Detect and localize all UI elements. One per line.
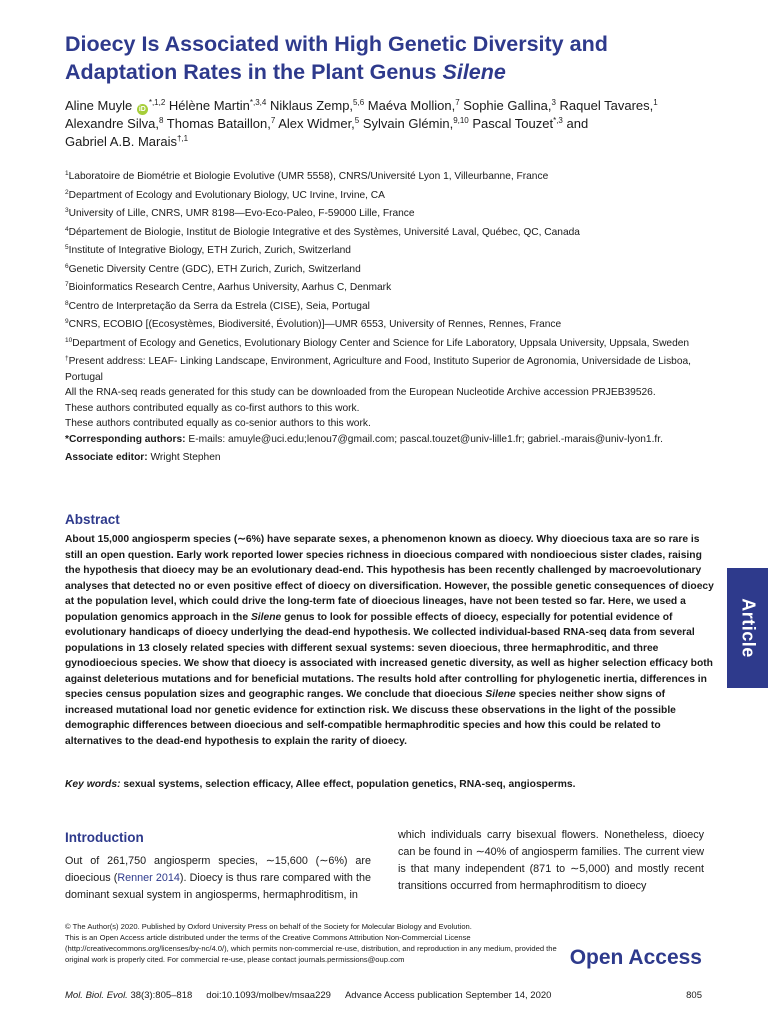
author-name[interactable]: Gabriel A.B. Marais	[65, 133, 177, 149]
present-address: †Present address: LEAF- Linking Landscape, Environment, Agriculture and Food, Instituto Superior de Agronomia, Universidade de Lisboa, Portugal	[65, 355, 691, 383]
affiliation: $^7$Bioinformatics Research Centre, Aarhus University, Aarhus C, Denmark	[65, 281, 392, 293]
author-sup: *,3	[553, 116, 563, 125]
corresponding-authors: *Corresponding authors: E-mails: amuyle@uci.edu;lenou7@gmail.com; pascal.touzet@univ-lille1.fr; gabriel.-marais@univ-lyon1.fr.	[65, 433, 663, 445]
affiliations	[65, 169, 715, 466]
co-senior-note: These authors contributed equally as co-senior authors to this work.	[65, 418, 371, 429]
page-footer	[65, 988, 702, 1004]
orcid-icon[interactable]: iD	[138, 106, 146, 113]
affiliation: $^2$Department of Ecology and Evolutionary Biology, UC Irvine, Irvine, CA	[65, 188, 385, 201]
author-name[interactable]: Alexandre Silva,	[65, 116, 159, 131]
data-availability-note: All the RNA-seq reads generated for this study can be downloaded from the European Nucleotide Archive accession PRJEB39526.	[65, 387, 656, 398]
affiliation: $^6$Genetic Diversity Centre (GDC), ETH Zurich, Zurich, Switzerland	[65, 262, 361, 275]
affiliation: $^5$Institute of Integrative Biology, ETH Zurich, Zurich, Switzerland	[65, 244, 351, 256]
author-name[interactable]: Alex Widmer,	[278, 116, 355, 131]
keywords: Key words: sexual systems, selection efficacy, Allee effect, population genetics, RNA-seq, angiosperms.	[65, 779, 576, 790]
author-name[interactable]: Sophie Gallina,	[463, 98, 552, 113]
author-sup: 9,10	[453, 116, 469, 125]
article-title	[65, 30, 665, 86]
introduction-heading: Introduction	[65, 830, 144, 845]
author-name[interactable]: Hélène Martin	[168, 98, 250, 113]
author-name[interactable]: Pascal Touzet	[472, 116, 554, 131]
doi-link[interactable]: doi:10.1093/molbev/msaa229	[206, 990, 331, 1001]
author-sup: 7	[270, 116, 276, 125]
author-list: Aline Muyle $iD^{*,1,2}$ Hélène Martin$^{*,3,4}$ Niklaus Zemp,$^{5,6}$ Maéva Mollion,$^7$ Sophie Gallina,$^3$ Raquel Tavares,$^1$ Alexandre Silva,$^8$ Thomas Bataillon,$^7$ Alex Widmer,$^5$ Sylvain Glémin,$^{9,10}$ Pascal Touzet$^{*,3}$ and Gabriel A.B. Marais$^{\dagger,1}$	[65, 98, 658, 149]
co-first-note: These authors contributed equally as co-first authors to this work.	[65, 402, 360, 414]
author-sup: †,1	[177, 133, 189, 143]
author-sup: 1	[653, 98, 658, 107]
author-sup: *,3,4	[249, 98, 267, 107]
associate-editor: Associate editor: Wright Stephen	[65, 452, 221, 463]
title-genus: Silene	[442, 60, 506, 84]
title-main: Dioecy Is Associated with High Genetic Diversity and Adaptation Rates in the Plant Genus	[65, 32, 608, 84]
author-sup: 5,6	[353, 98, 365, 107]
author-name[interactable]: Thomas Bataillon,	[166, 116, 271, 131]
page-number: 805	[686, 990, 702, 1001]
introduction-column-left: Out of 261,750 angiosperm species, ∼15,600 (∼6%) are dioecious (Renner 2014). Dioecy is thus rare compared with the dominant sexual system in angiosperms, hermaphroditism, in	[65, 855, 371, 901]
affiliation: $^4$Département de Biologie, Institut de Biologie Integrative et des Systèmes, Université Laval, Québec, QC, Canada	[65, 225, 580, 238]
affiliation: $^8$Centro de Interpretação da Serra da Estrela (CISE), Seia, Portugal	[65, 299, 370, 312]
article-type-tab: Article	[727, 568, 768, 688]
author-sup: 5	[354, 116, 360, 125]
author-name[interactable]: Raquel Tavares,	[559, 98, 654, 113]
affiliation: $^1$Laboratoire de Biométrie et Biologie Evolutive (UMR 5558), CNRS/Université Lyon 1, Villeurbanne, France	[65, 170, 549, 182]
license-notice: © The Author(s) 2020. Published by Oxford University Press on behalf of the Society for Molecular Biology and Evolution. This is an Open Access article distributed under the terms of the Creative Commons Attribution Non-Commercial License (http://creativecommons.org/licenses/by-nc/4.0/), which permits non-commercial re-use, distribution, and reproduction in any medium, provided the original work is properly cited. For commercial re-use, please contact journals.permissions@oup.com	[65, 922, 557, 964]
citation-link[interactable]: Renner 2014	[117, 872, 180, 884]
author-name[interactable]: Niklaus Zemp,	[269, 98, 354, 113]
author-sup: 7	[455, 98, 460, 107]
footer-citation: Mol. Biol. Evol. 38(3):805–818 doi:10.1093/molbev/msaa229 Advance Access publication September 14, 2020	[65, 990, 552, 1001]
abstract-heading: Abstract	[65, 512, 120, 527]
author-name[interactable]: Sylvain Glémin,	[362, 116, 454, 131]
author-sup: 8	[158, 116, 164, 125]
author-sup: 3	[551, 98, 556, 107]
affiliation: $^3$University of Lille, CNRS, UMR 8198—Evo-Eco-Paleo, F-59000 Lille, France	[65, 207, 415, 219]
author-sup: *,1,2	[148, 98, 166, 107]
author-name[interactable]: Maéva Mollion,	[367, 98, 456, 113]
introduction-column-right: which individuals carry bisexual flowers. Nonetheless, dioecy can be found in ∼40% of angiosperm families. The current view is that many independent (871 to ∼5,000) and mostly recent transitions occurred from hermaphroditism to dioecy	[398, 829, 704, 892]
affiliation: $^{10}$Department of Ecology and Genetics, Evolutionary Biology Center and Science for Life Laboratory, Uppsala University, Uppsala, Sweden	[65, 336, 690, 349]
affiliation: $^9$CNRS, ECOBIO [(Ecosystèmes, Biodiversité, Évolution)]—UMR 6553, University of Rennes, Rennes, France	[65, 318, 562, 330]
open-access-label: Open Access	[569, 946, 702, 969]
author-name[interactable]: Aline Muyle	[65, 98, 133, 113]
abstract-text: About 15,000 angiosperm species (∼6%) have separate sexes, a phenomenon known as dioecy. Why dioecious taxa are so rare is still an open question. Early work reported lower species richness in dioecious compared with nondioecious sister clades, raising the hypothesis that dioecy may be an evolutionary dead-end. This hypothesis has been recently challenged by macroevolutionary analyses that detected no or even positive effect of dioecy on diversification. However, the possible genetic consequences of dioecy at the population level, which could drive the long-term fate of dioecious lineages, have not been tested so far. Here, we used a population genomics approach in the Silene genus to look for possible effects of dioecy, especially for potential evidence of evolutionary handicaps of dioecy underlying the dead-end hypothesis. We collected individual-based RNA-seq data from several populations in 13 closely related species with different sexual systems: seven dioecious, three hermaphroditic, and three gynodioecious species. We show that dioecy is associated with increased genetic diversity, as well as higher selection efficacy both against deleterious mutations and for beneficial mutations. The results hold after controlling for phylogenetic inertia, differences in species census population sizes and geographic ranges. We conclude that dioecious Silene species neither show signs of increased mutational load nor genetic evidence for extinction risk. We discuss these observations in the light of the possible demographic differences between dioecious and self-compatible hermaphroditic species and how this could be related to alternatives to the dead-end hypothesis to explain the rarity of dioecy.	[65, 534, 714, 747]
